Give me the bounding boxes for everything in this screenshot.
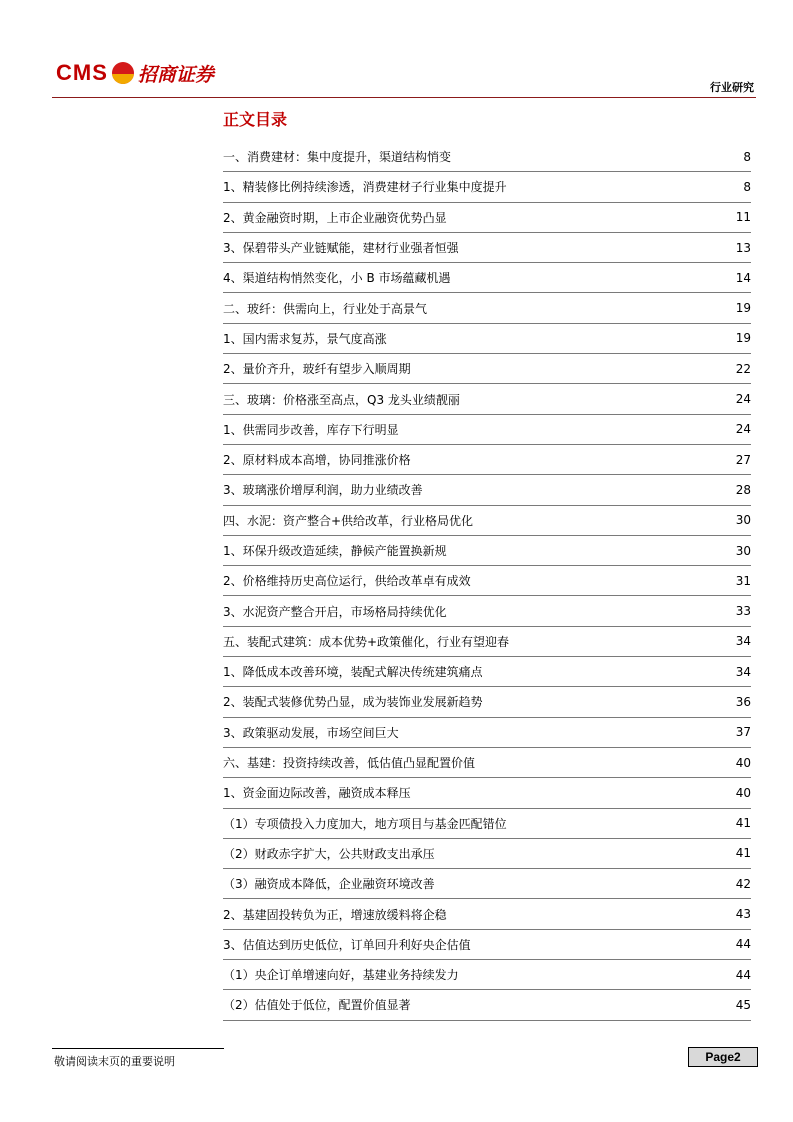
toc-entry-page: 24 xyxy=(735,422,751,437)
toc-entry-title: 六、基建：投资持续改善，低估值凸显配置价值 xyxy=(223,756,476,771)
toc-entry-title: 二、玻纤：供需向上，行业处于高景气 xyxy=(223,301,428,316)
header-divider xyxy=(52,97,756,98)
toc-entry[interactable] xyxy=(223,657,751,687)
toc-entry[interactable] xyxy=(223,687,751,717)
toc-entry-title: 一、消费建材：集中度提升，渠道结构悄变 xyxy=(223,150,452,165)
logo-emblem-icon xyxy=(112,62,134,84)
logo-text-cn: 招商证券 xyxy=(137,63,214,86)
toc-entry-title: 3、玻璃涨价增厚利润，助力业绩改善 xyxy=(223,483,423,498)
toc-entry-page: 30 xyxy=(735,543,751,558)
toc-entry[interactable] xyxy=(223,899,751,929)
toc-entry[interactable] xyxy=(223,263,751,293)
toc-entry-title: 1、精装修比例持续渗透，消费建材子行业集中度提升 xyxy=(223,180,507,195)
toc-entry[interactable] xyxy=(223,778,751,808)
footer-divider xyxy=(52,1048,224,1049)
disclaimer-note: 敬请阅读末页的重要说明 xyxy=(54,1055,175,1068)
toc-entry-title: （2）财政赤字扩大，公共财政支出承压 xyxy=(223,846,435,861)
toc-entry[interactable] xyxy=(223,596,751,626)
toc-entry-page: 41 xyxy=(735,846,751,861)
toc-entry-title: 五、装配式建筑：成本优势+政策催化，行业有望迎春 xyxy=(223,634,510,649)
toc-entry-title: 三、玻璃：价格涨至高点，Q3 龙头业绩靓丽 xyxy=(223,392,460,407)
toc-entry[interactable] xyxy=(223,990,751,1020)
toc-entry-page: 31 xyxy=(735,573,751,588)
toc-entry[interactable] xyxy=(223,506,751,536)
toc-entry[interactable] xyxy=(223,475,751,505)
toc-entry[interactable] xyxy=(223,627,751,657)
toc-entry-title: 2、基建固投转负为正，增速放缓料将企稳 xyxy=(223,907,447,922)
toc-entry-title: 四、水泥：资产整合+供给改革，行业格局优化 xyxy=(223,513,474,528)
toc-entry[interactable] xyxy=(223,203,751,233)
toc-list xyxy=(223,142,751,1021)
toc-entry[interactable] xyxy=(223,415,751,445)
toc-entry[interactable] xyxy=(223,172,751,202)
toc-entry-title: 1、供需同步改善，库存下行明显 xyxy=(223,422,399,437)
toc-entry-title: 2、黄金融资时期，上市企业融资优势凸显 xyxy=(223,210,447,225)
toc-entry-page: 30 xyxy=(735,513,751,528)
toc-entry-page: 19 xyxy=(735,301,751,316)
toc-entry-page: 8 xyxy=(743,179,751,194)
toc-entry-title: 4、渠道结构悄然变化，小 B 市场蕴藏机遇 xyxy=(223,271,451,286)
toc-entry-title: 3、水泥资产整合开启，市场格局持续优化 xyxy=(223,604,447,619)
toc-entry-page: 34 xyxy=(735,664,751,679)
toc-entry[interactable] xyxy=(223,142,751,172)
toc-entry-page: 34 xyxy=(735,634,751,649)
toc-entry-title: 2、量价齐升，玻纤有望步入顺周期 xyxy=(223,362,411,377)
toc-entry-title: （1）央企订单增速向好，基建业务持续发力 xyxy=(223,968,459,983)
toc-entry-page: 44 xyxy=(735,967,751,982)
toc-entry[interactable] xyxy=(223,869,751,899)
toc-entry-title: （2）估值处于低位，配置价值显著 xyxy=(223,998,411,1013)
toc-entry-title: 3、政策驱动发展，市场空间巨大 xyxy=(223,725,399,740)
toc-entry-page: 13 xyxy=(735,240,751,255)
toc-entry[interactable] xyxy=(223,445,751,475)
toc-entry-page: 28 xyxy=(735,482,751,497)
toc-entry-page: 42 xyxy=(735,876,751,891)
toc-entry[interactable] xyxy=(223,293,751,323)
toc-entry[interactable] xyxy=(223,718,751,748)
toc-entry[interactable] xyxy=(223,324,751,354)
page-number: Page2 xyxy=(688,1047,758,1067)
toc-entry-page: 37 xyxy=(735,725,751,740)
toc-entry-page: 8 xyxy=(743,149,751,164)
toc-entry-page: 27 xyxy=(735,452,751,467)
toc-entry[interactable] xyxy=(223,839,751,869)
section-label: 行业研究 xyxy=(710,81,754,94)
logo-text-en: CMS xyxy=(56,60,108,85)
toc-entry[interactable] xyxy=(223,930,751,960)
toc-entry-page: 40 xyxy=(735,755,751,770)
toc-entry-title: 2、价格维持历史高位运行，供给改革卓有成效 xyxy=(223,574,471,589)
toc-entry-page: 36 xyxy=(735,694,751,709)
toc-entry-page: 45 xyxy=(735,997,751,1012)
toc-entry-title: 3、估值达到历史低位，订单回升利好央企估值 xyxy=(223,937,471,952)
toc-entry-page: 33 xyxy=(735,604,751,619)
toc-entry-title: 1、环保升级改造延续，静候产能置换新规 xyxy=(223,544,447,558)
toc-entry[interactable] xyxy=(223,809,751,839)
toc-entry-page: 44 xyxy=(735,937,751,952)
company-logo xyxy=(56,58,214,88)
toc-entry-title: 1、国内需求复苏，景气度高涨 xyxy=(223,331,387,346)
toc-entry-title: 2、原材料成本高增，协同推涨价格 xyxy=(223,453,411,468)
toc-entry-page: 22 xyxy=(735,361,751,376)
toc-entry-page: 11 xyxy=(735,210,751,225)
toc-entry-page: 41 xyxy=(735,816,751,831)
toc-title: 正文目录 xyxy=(223,110,288,129)
toc-entry-title: 1、资金面边际改善，融资成本释压 xyxy=(223,786,411,801)
toc-entry[interactable] xyxy=(223,748,751,778)
toc-entry-title: 2、装配式装修优势凸显，成为装饰业发展新趋势 xyxy=(223,695,483,710)
toc-entry-page: 24 xyxy=(735,392,751,407)
toc-entry[interactable] xyxy=(223,536,751,566)
toc-entry[interactable] xyxy=(223,354,751,384)
toc-entry-page: 40 xyxy=(735,785,751,800)
toc-entry[interactable] xyxy=(223,233,751,263)
toc-entry-title: 3、保碧带头产业链赋能，建材行业强者恒强 xyxy=(223,241,459,256)
toc-entry[interactable] xyxy=(223,960,751,990)
toc-entry[interactable] xyxy=(223,384,751,414)
toc-entry-title: （1）专项债投入力度加大，地方项目与基金匹配错位 xyxy=(223,816,507,831)
toc-entry-title: （3）融资成本降低，企业融资环境改善 xyxy=(223,877,435,892)
toc-entry-page: 43 xyxy=(735,907,751,922)
toc-entry-title: 1、降低成本改善环境，装配式解决传统建筑痛点 xyxy=(223,665,483,680)
toc-entry-page: 19 xyxy=(735,331,751,346)
toc-entry-page: 14 xyxy=(735,270,751,285)
toc-entry[interactable] xyxy=(223,566,751,596)
